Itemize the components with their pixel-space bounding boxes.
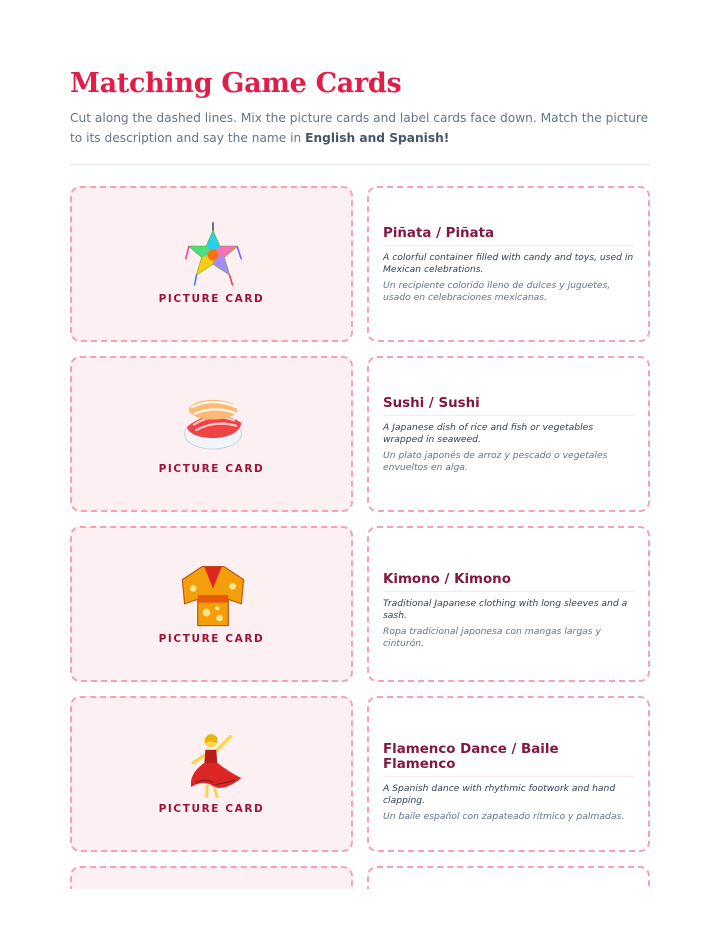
- picture-card-label: PICTURE CARD: [158, 463, 265, 475]
- label-card-title: Sushi / Sushi: [383, 396, 634, 416]
- card-pair: [70, 866, 650, 889]
- picture-card: [70, 526, 353, 682]
- label-card: [367, 696, 650, 852]
- instructions: [70, 108, 655, 148]
- description-english: A Japanese dish of rice and fish or vegetables wrapped in seaweed.: [383, 422, 594, 445]
- picture-card: [70, 186, 353, 342]
- instructions-text: Cut along the dashed lines. Mix the picture cards and label cards face down. Match the picture to its description and say the name in: [70, 111, 649, 145]
- label-card-content: [383, 742, 634, 823]
- label-card: [367, 526, 650, 682]
- description-english: Traditional Japanese clothing with long sleeves and a sash.: [383, 598, 628, 621]
- label-card-title: Kimono / Kimono: [383, 572, 634, 592]
- label-card-content: [383, 572, 634, 650]
- card-pair: [70, 696, 650, 852]
- picture-card-label: PICTURE CARD: [158, 803, 265, 815]
- picture-card-label: PICTURE CARD: [158, 293, 265, 305]
- label-card-title: Piñata / Piñata: [383, 226, 634, 246]
- description-spanish: Un plato japonés de arroz y pescado o vegetales envueltos en alga.: [383, 450, 608, 473]
- label-card: [367, 186, 650, 342]
- label-card-content: [383, 396, 634, 474]
- label-card-title: Flamenco Dance / Baile Flamenco: [383, 742, 634, 777]
- card-pair: [70, 186, 650, 342]
- description-spanish: Un baile español con zapateado rítmico y palmadas.: [383, 811, 625, 822]
- picture-card: [70, 356, 353, 512]
- label-card: [367, 866, 650, 889]
- pinata-icon: [178, 220, 248, 290]
- page-title: Matching Game Cards: [70, 68, 402, 99]
- kimono-icon: [178, 560, 248, 630]
- sushi-icon: [178, 390, 248, 460]
- description-spanish: Un recipiente colorido lleno de dulces y juguetes, usado en celebraciones mexicanas.: [383, 280, 611, 303]
- flamenco-dancer-icon: [178, 730, 248, 800]
- description-english: A Spanish dance with rhythmic footwork and hand clapping.: [383, 783, 616, 806]
- description-spanish: Ropa tradicional japonesa con mangas largas y cinturón.: [383, 626, 601, 649]
- card-pair: [70, 526, 650, 682]
- picture-card-label: PICTURE CARD: [158, 633, 265, 645]
- label-card: [367, 356, 650, 512]
- card-pair: [70, 356, 650, 512]
- instructions-emphasis: English and Spanish!: [305, 131, 450, 145]
- divider: [70, 164, 650, 165]
- picture-card: [70, 866, 353, 889]
- card-grid: [70, 186, 650, 889]
- description-english: A colorful container filled with candy and toys, used in Mexican celebrations.: [383, 252, 634, 275]
- picture-card: [70, 696, 353, 852]
- label-card-content: [383, 226, 634, 304]
